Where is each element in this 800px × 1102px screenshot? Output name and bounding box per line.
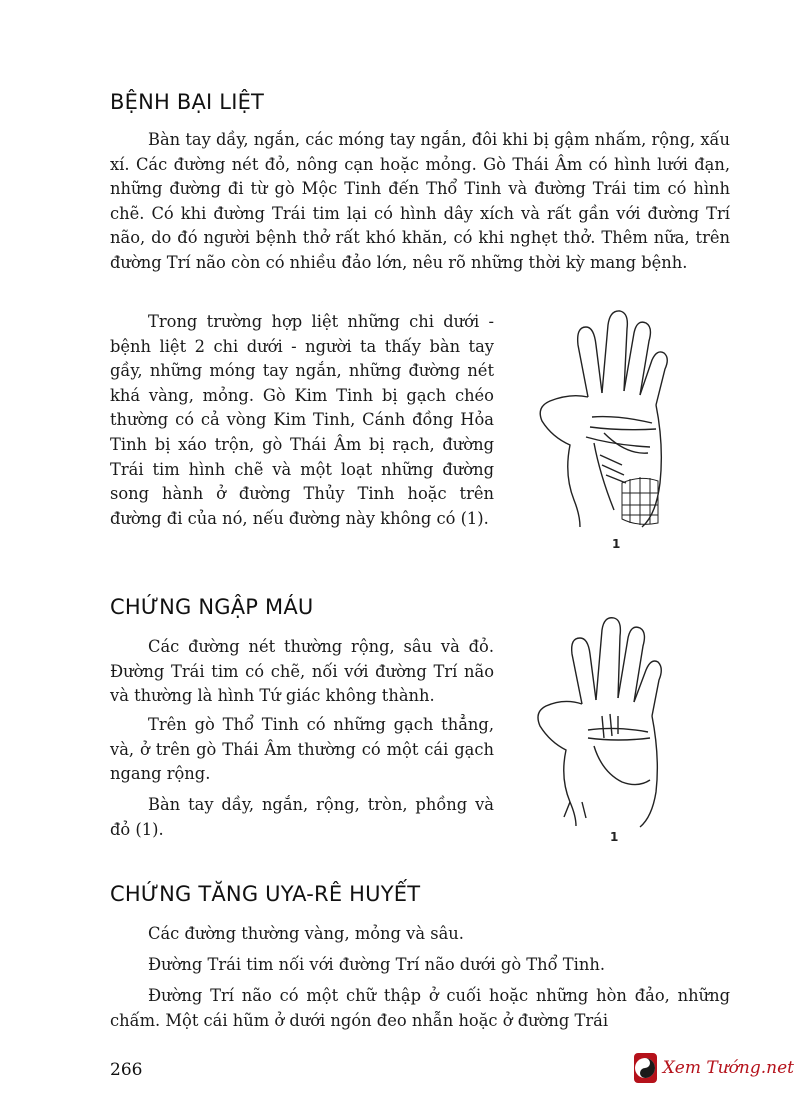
- section-title-chung-tang-uya-re-huyet: CHỨNG TĂNG UYA-RÊ HUYẾT: [110, 882, 421, 906]
- paragraph: Bàn tay dầy, ngắn, các móng tay ngắn, đôi khi bị gậm nhấm, rộng, xấu xí. Các đường nét đỏ, nông cạn hoặc mỏng. Gò Thái Âm có hình lưới đạn, những đường đi từ gò Mộc Tinh đến Thổ Tinh và đường Trái tim có hình chẽ. Có khi đường Trái tim lại có hình dây xích và rất gần với đường Trí não, do đó người bệnh thở rất khó khăn, có khi nghẹt thở. Thêm nữa, trên đường Trí não còn có nhiều đảo lớn, nêu rõ những thời kỳ mang bệnh.: [110, 130, 730, 272]
- section-title-chung-ngap-mau: CHỨNG NGẬP MÁU: [110, 595, 314, 619]
- paragraph: Trong trường hợp liệt những chi dưới - bệnh liệt 2 chi dưới - người ta thấy bàn tay gầy, những móng tay ngắn, những đường nét khá vàng, mỏng. Gò Kim Tinh bị gạch chéo thường có cả vòng Kim Tinh, Cánh đồng Hỏa Tinh bị xáo trộn, gò Thái Âm bị rạch, đường Trái tim hình chẽ và một loạt những đường song hành ở đường Thủy Tinh hoặc trên đường đi của nó, nếu đường này không có (1).: [110, 312, 494, 528]
- paragraph: Đường Trái tim nối với đường Trí não dưới gò Thổ Tinh.: [148, 955, 605, 974]
- page-number: 266: [110, 1060, 143, 1080]
- figure-label: 1: [612, 537, 621, 551]
- palm-illustration-2: [530, 612, 680, 832]
- paragraph: Các đường nét thường rộng, sâu và đỏ. Đường Trái tim có chẽ, nối với đường Trí não và thường là hình Tứ giác không thành.: [110, 637, 494, 706]
- site-watermark-logo[interactable]: [634, 1048, 794, 1088]
- figure-label: 1: [610, 830, 619, 844]
- paragraph: Đường Trí não có một chữ thập ở cuối hoặc những hòn đảo, những chấm. Một cái hũm ở dưới ngón đeo nhẫn hoặc ở đường Trái: [110, 986, 730, 1030]
- yin-yang-icon: [634, 1053, 657, 1083]
- paragraph: Các đường thường vàng, mỏng và sâu.: [148, 924, 464, 943]
- watermark-text: Xem Tướng.net: [662, 1058, 794, 1078]
- section-title-benh-bai-liet: BỆNH BẠI LIỆT: [110, 90, 265, 114]
- paragraph: Trên gò Thổ Tinh có những gạch thẳng, và, ở trên gò Thái Âm thường có một cái gạch ngang rộng.: [110, 715, 494, 784]
- paragraph: Bàn tay dầy, ngắn, rộng, tròn, phồng và đỏ (1).: [110, 795, 494, 839]
- palm-illustration-1: [530, 305, 690, 530]
